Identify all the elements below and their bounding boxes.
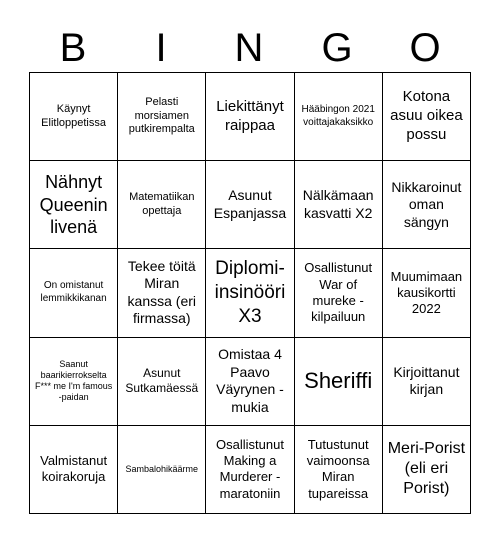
bingo-title xyxy=(29,24,471,72)
bingo-cell-text: Kirjoittanut kirjan xyxy=(393,363,460,398)
bingo-cell[interactable] xyxy=(30,73,118,161)
bingo-cell[interactable] xyxy=(118,426,206,514)
bingo-cell[interactable] xyxy=(206,249,294,337)
bingo-cell-text: Kotona asuu oikea possu xyxy=(390,88,463,143)
bingo-cell[interactable] xyxy=(295,161,383,249)
bingo-cell-text: Tutustunut vaimoonsa Miran tupareissa xyxy=(306,436,370,501)
bingo-cell[interactable] xyxy=(206,338,294,426)
title-letter-i: I xyxy=(155,26,167,70)
bingo-cell[interactable] xyxy=(383,249,471,337)
bingo-cell-text: Muumimaan kausikortti 2022 xyxy=(390,268,463,317)
bingo-cell[interactable] xyxy=(118,249,206,337)
bingo-cell[interactable] xyxy=(30,426,118,514)
bingo-cell-text: Saanut baarikierrokselta F*** me I'm famous -paidan xyxy=(34,358,113,403)
bingo-cell[interactable] xyxy=(295,338,383,426)
bingo-cell-text: Tekee töitä Miran kanssa (eri firmassa) xyxy=(127,257,197,327)
bingo-cell-text: Valmistanut koirakoruja xyxy=(40,453,108,485)
title-letter-o: O xyxy=(409,26,441,70)
bingo-cell-text: Sambalohikäärme xyxy=(125,463,199,474)
bingo-cell-text: Pelasti morsiamen putkirempalta xyxy=(128,95,195,136)
bingo-cell[interactable] xyxy=(295,73,383,161)
bingo-cell[interactable] xyxy=(118,73,206,161)
bingo-cell-text: Sheriffi xyxy=(304,368,373,394)
bingo-cell[interactable] xyxy=(206,426,294,514)
bingo-cell[interactable] xyxy=(206,161,294,249)
bingo-cell[interactable] xyxy=(30,338,118,426)
bingo-cell-text: Hääbingon 2021 voittajakaksikko xyxy=(301,104,375,128)
bingo-cell[interactable] xyxy=(383,161,471,249)
bingo-cell-text: Osallistunut War of mureke -kilpailuun xyxy=(304,260,373,325)
title-letter-g: G xyxy=(321,26,353,70)
bingo-grid xyxy=(29,72,471,514)
title-letter-b: B xyxy=(59,26,87,70)
bingo-cell-text: Liekittänyt raippaa xyxy=(216,97,284,134)
bingo-cell-text: Asunut Sutkamäessä xyxy=(125,366,199,396)
bingo-cell-text: Diplomi-insinööri X3 xyxy=(214,258,286,327)
bingo-cell[interactable] xyxy=(295,249,383,337)
bingo-cell-text: Nähnyt Queenin livenä xyxy=(39,172,108,238)
bingo-cell-text: Käynyt Elitloppetissa xyxy=(41,102,106,129)
title-letter-n: N xyxy=(234,26,264,70)
bingo-cell-text: Nikkaroinut oman sängyn xyxy=(391,178,462,230)
bingo-cell-text: Meri-Porist (eli eri Porist) xyxy=(387,440,466,498)
bingo-cell[interactable] xyxy=(295,426,383,514)
bingo-cell-text: Asunut Espanjassa xyxy=(213,187,287,221)
bingo-cell[interactable] xyxy=(383,338,471,426)
bingo-cell-text: On omistanut lemmikkikanan xyxy=(40,280,107,304)
bingo-cell[interactable] xyxy=(30,249,118,337)
bingo-cell[interactable] xyxy=(118,161,206,249)
bingo-cell-text: Osallistunut Making a Murderer -maratoniin xyxy=(216,436,284,501)
bingo-cell-text: Matematiikan opettaja xyxy=(129,191,195,217)
bingo-cell[interactable] xyxy=(118,338,206,426)
bingo-cell-text: Nälkämaan kasvatti X2 xyxy=(302,187,374,221)
bingo-cell[interactable] xyxy=(30,161,118,249)
bingo-cell-text: Omistaa 4 Paavo Väyrynen -mukia xyxy=(216,346,284,415)
bingo-cell[interactable] xyxy=(206,73,294,161)
bingo-cell[interactable] xyxy=(383,73,471,161)
bingo-cell[interactable] xyxy=(383,426,471,514)
